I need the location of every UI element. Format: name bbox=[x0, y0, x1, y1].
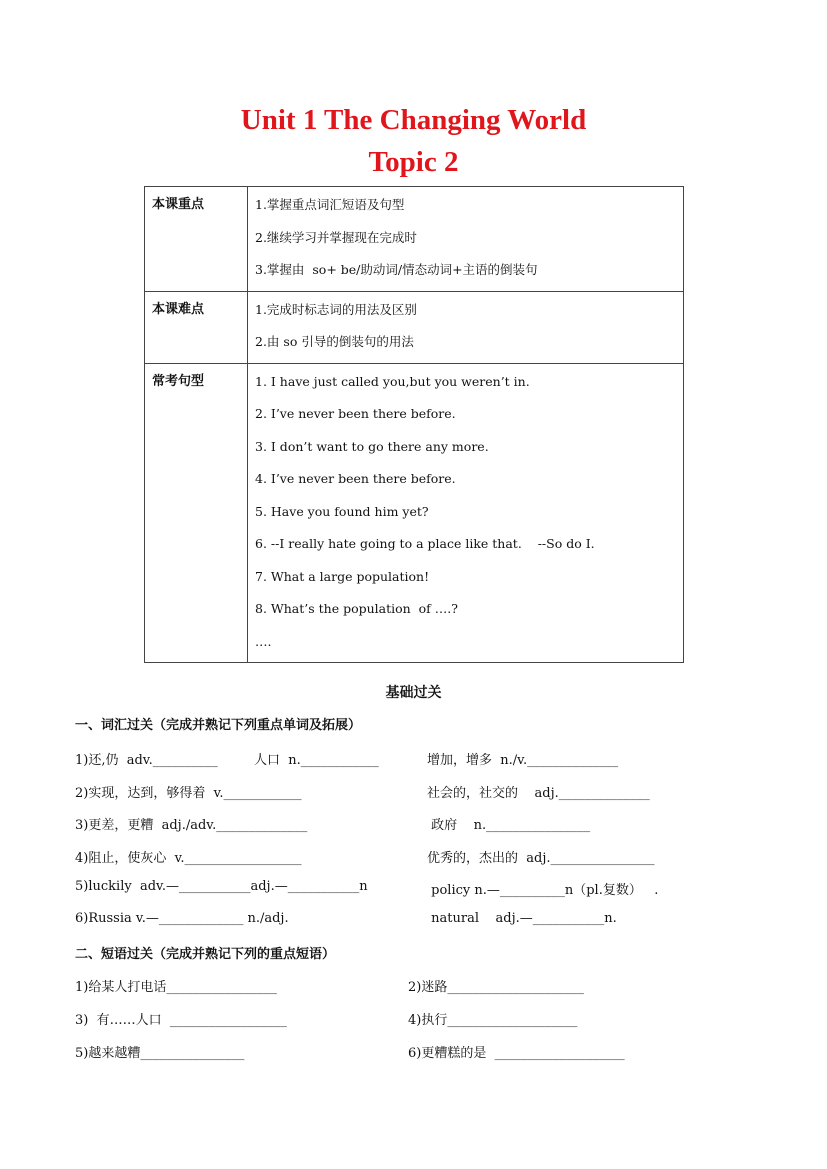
vocab-item: 1)还,仍 adv.__________ bbox=[75, 753, 218, 768]
list-item: 1.掌握重点词汇短语及句型 bbox=[255, 197, 405, 212]
row-label: 本课难点 bbox=[145, 291, 248, 363]
list-item: 2.继续学习并掌握现在完成时 bbox=[255, 229, 417, 245]
vocab-item: 5)luckily adv.—___________adj.—___________n bbox=[75, 879, 368, 894]
list-item: 4. I’ve never been there before. bbox=[255, 471, 456, 486]
vocab-item: 增加，增多 n./v.______________ bbox=[427, 753, 619, 768]
list-item: 7. What a large population! bbox=[255, 568, 430, 584]
vocab-item: 优秀的，杰出的 adj.________________ bbox=[427, 851, 655, 866]
vocab-heading: 一、词汇过关（完成并熟记下列重点单词及拓展） bbox=[75, 718, 362, 733]
table-row bbox=[145, 363, 684, 663]
table-row bbox=[145, 187, 684, 292]
vocab-item: natural adj.—___________n. bbox=[427, 911, 617, 926]
vocab-item: 2)实现，达到，够得着 v.____________ bbox=[75, 786, 302, 801]
list-item: 5. Have you found him yet? bbox=[255, 503, 429, 519]
vocab-item: 社会的，社交的 adj.______________ bbox=[427, 786, 650, 801]
row-label: 本课重点 bbox=[145, 187, 248, 292]
phrases-heading: 二、短语过关（完成并熟记下列的重点短语） bbox=[75, 947, 336, 962]
document-subtitle: Topic 2 bbox=[368, 146, 459, 178]
vocab-item: 4)阻止，使灰心 v.__________________ bbox=[75, 851, 302, 866]
list-item: 8. What’s the population of ….? bbox=[255, 601, 458, 616]
list-item: 1.完成时标志词的用法及区别 bbox=[255, 301, 417, 317]
vocab-item: 人口 n.____________ bbox=[254, 753, 379, 768]
vocab-item: 6)Russia v.—_____________ n./adj. bbox=[75, 911, 289, 926]
phrase-item: 5)越来越糟________________ bbox=[75, 1046, 245, 1061]
section-heading: 基础过关 bbox=[385, 685, 442, 701]
phrase-item: 2)迷路_____________________ bbox=[408, 980, 584, 995]
table-row bbox=[145, 291, 684, 363]
document-title: Unit 1 The Changing World bbox=[240, 104, 587, 136]
phrase-item: 3) 有……人口 __________________ bbox=[75, 1013, 287, 1028]
vocab-item: 政府 n.________________ bbox=[427, 818, 591, 833]
phrase-item: 6)更糟糕的是 ____________________ bbox=[408, 1046, 625, 1061]
list-item: 1. I have just called you,but you weren’t in. bbox=[255, 373, 530, 389]
list-item: …. bbox=[255, 633, 272, 649]
list-item: 3. I don’t want to go there any more. bbox=[255, 438, 489, 454]
list-item: 2.由 so 引导的倒装句的用法 bbox=[255, 334, 414, 349]
list-item: 2. I’ve never been there before. bbox=[255, 406, 456, 421]
list-item: 3.掌握由 so+ be/助动词/情态动词+主语的倒装句 bbox=[255, 262, 538, 277]
phrase-item: 4)执行____________________ bbox=[408, 1013, 578, 1028]
lesson-overview-table bbox=[144, 186, 684, 663]
phrase-item: 1)给某人打电话_________________ bbox=[75, 980, 277, 995]
vocab-item: policy n.—__________n（pl.复数） . bbox=[427, 883, 659, 898]
vocab-item: 3)更差，更糟 adj./adv.______________ bbox=[75, 818, 308, 833]
row-label: 常考句型 bbox=[145, 363, 248, 663]
list-item: 6. --I really hate going to a place like that. --So do I. bbox=[255, 536, 595, 551]
